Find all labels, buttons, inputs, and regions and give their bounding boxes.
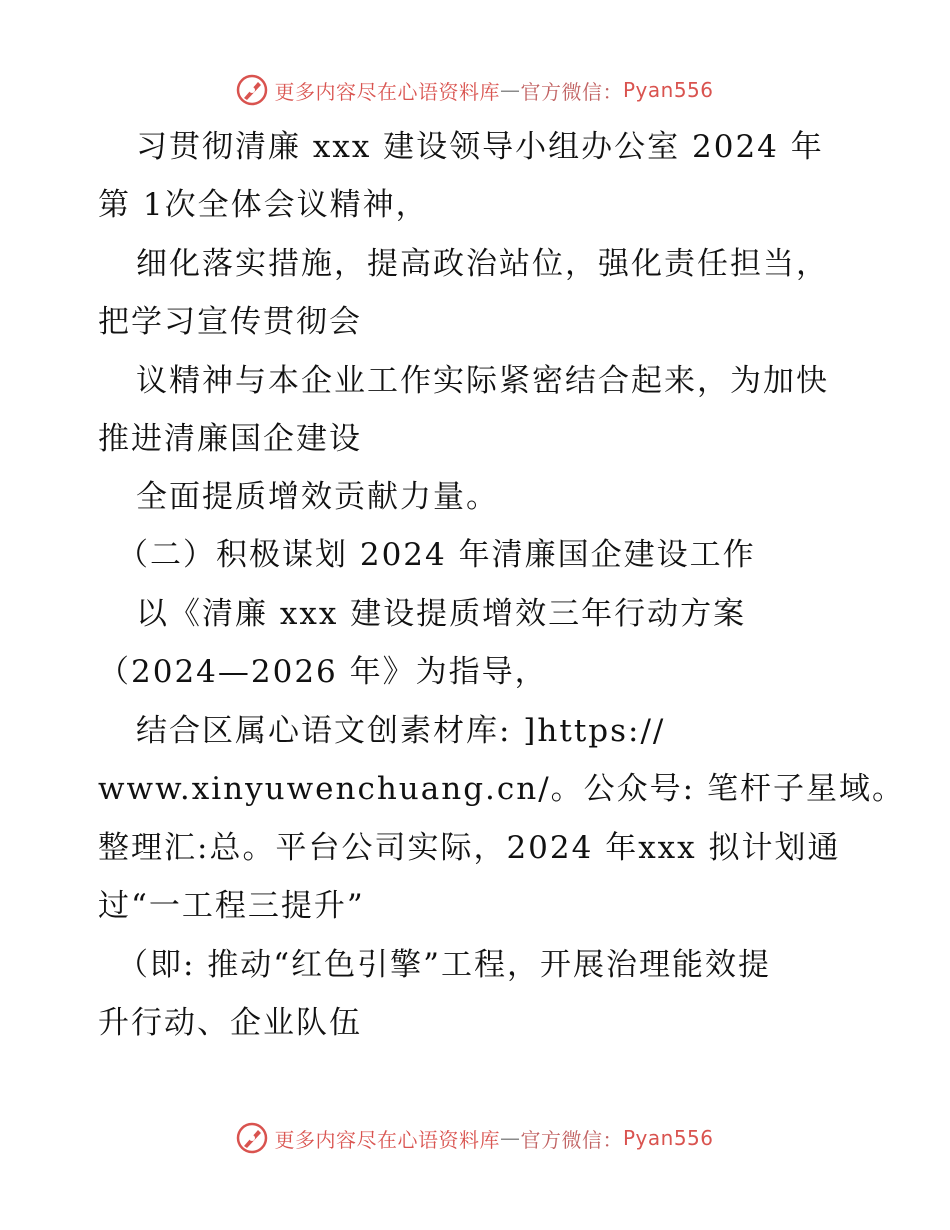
body-line-7: 全面提质增效贡献力量。	[136, 479, 499, 515]
body-line-8: （二）积极谋划 2024 年清廉国企建设工作	[117, 537, 756, 573]
body-line-12: www.xinyuwenchuang.cn/。公众号: 笔杆子星域。	[98, 771, 905, 807]
body-line-6: 推进清廉国企建设	[98, 421, 362, 457]
body-line-15: （即: 推动“红色引擎”工程，开展治理能效提	[117, 947, 771, 983]
footer-watermark	[0, 1118, 950, 1158]
body-line-16: 升行动、企业队伍	[98, 1005, 362, 1041]
body-line-10: （2024—2026 年》为指导，	[98, 654, 548, 690]
body-line-2: 第 1次全体会议精神，	[98, 187, 429, 223]
body-line-4: 把学习宣传贯彻会	[98, 304, 362, 340]
body-line-14: 过“一工程三提升”	[98, 888, 365, 924]
body-line-3: 细化落实措施，提高政治站位，强化责任担当，	[136, 246, 829, 282]
quill-logo-icon	[236, 1122, 268, 1154]
watermark-id: Pyan556	[622, 1126, 714, 1150]
body-line-13: 整理汇:总。平台公司实际，2024 年xxx 拟计划通	[98, 830, 841, 866]
watermark-id: Pyan556	[622, 78, 714, 102]
watermark-separator: —	[499, 78, 521, 102]
body-line-9: 以《清廉 xxx 建设提质增效三年行动方案	[136, 596, 747, 632]
body-line-1: 习贯彻清廉 xxx 建设领导小组办公室 2024 年	[136, 129, 824, 165]
watermark-main-text: 更多内容尽在心语资料库	[274, 1127, 500, 1152]
watermark-sub-text: 官方微信：	[520, 1127, 623, 1152]
body-line-11: 结合区属心语文创素材库: ]https://	[136, 713, 666, 749]
watermark-separator: —	[499, 1126, 521, 1150]
watermark-main-text: 更多内容尽在心语资料库	[274, 79, 500, 104]
watermark-sub-text: 官方微信：	[520, 79, 623, 104]
body-line-5: 议精神与本企业工作实际紧密结合起来，为加快	[136, 363, 829, 399]
